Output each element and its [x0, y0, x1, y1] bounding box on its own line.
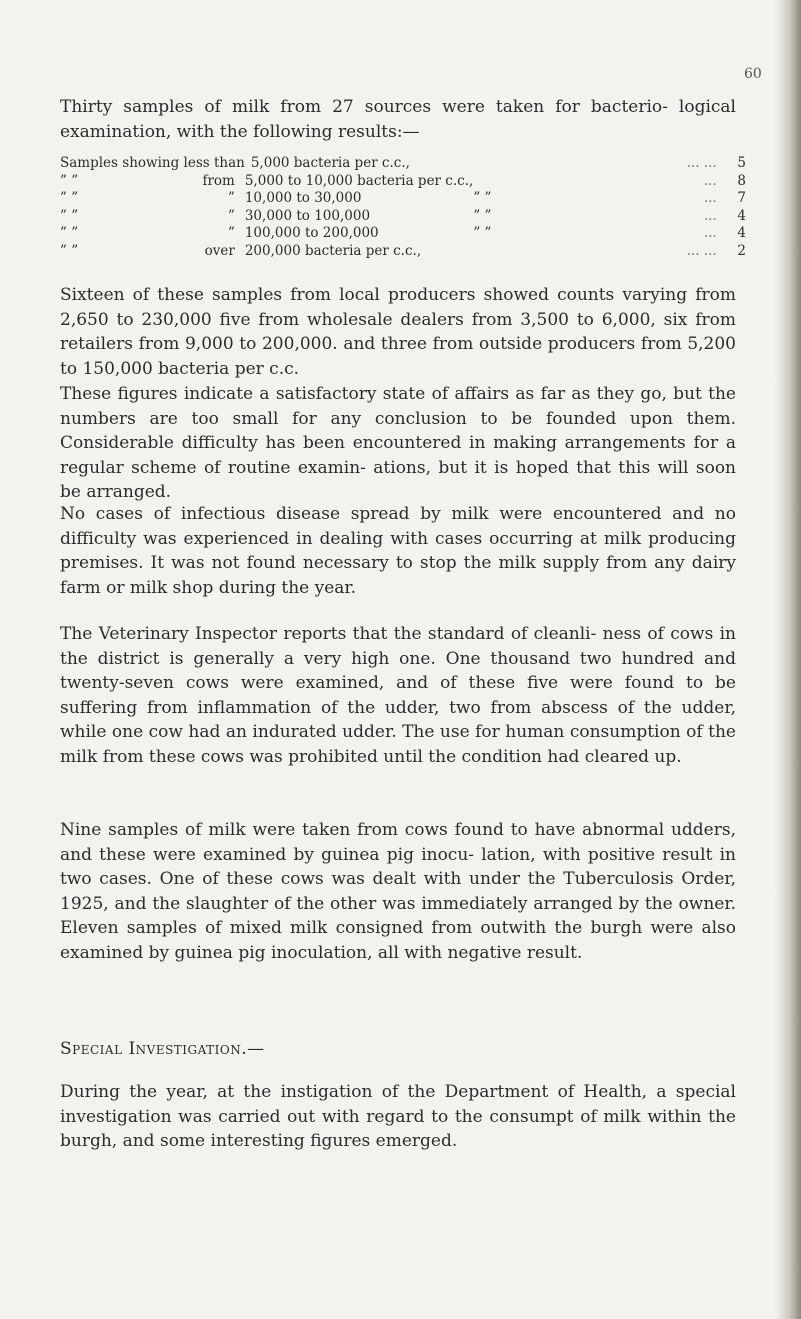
- samples-range-cell: 30,000 to 100,000: [244, 207, 371, 224]
- samples-range-cell: 100,000 to 200,000: [244, 225, 379, 241]
- samples-range-cell: 10,000 to 30,000: [244, 190, 362, 206]
- samples-dots-cell: ... ...: [686, 242, 717, 259]
- samples-lead-cell: ” ”: [60, 225, 79, 241]
- samples-dots-cell: ...: [703, 225, 717, 241]
- samples-lead-cell: Samples showing less than: [60, 155, 245, 171]
- samples-count-cell: 8: [737, 172, 746, 189]
- paragraph-veterinary: The Veterinary Inspector reports that the standard of cleanli- ness of cows in the district is generally a very high one. One thousand two hundred and twenty-seven cows were examined, and of these five were found to be suffering from inflammation of the udder, two from abscess of the udder, while one cow had an indurated udder. The use for human consumption of the milk from these cows was prohibited until the condition had cleared up.: [60, 624, 736, 767]
- samples-dots-cell: ... ...: [686, 155, 717, 171]
- samples-word-cell: ”: [227, 207, 235, 224]
- paragraph-investigation: During the year, at the instigation of the Department of Health, a special investigation was carried out with regard to the consumpt of milk within the burgh, and some interesting figures emerged.: [60, 1082, 736, 1151]
- samples-lead-cell: ” ”: [60, 207, 79, 224]
- section-heading: Special Investigation.—: [60, 1039, 265, 1059]
- samples-unit-cell: [473, 155, 503, 173]
- samples-unit-cell: ” ”: [473, 207, 492, 224]
- samples-word-cell: from: [202, 172, 235, 189]
- samples-range-cell: 5,000 bacteria per c.c.,: [250, 155, 410, 171]
- samples-count-cell: 7: [737, 190, 746, 206]
- samples-count-cell: 5: [737, 155, 746, 171]
- samples-lead-cell: ” ”: [60, 190, 79, 206]
- samples-row: [60, 173, 746, 191]
- samples-row: [60, 208, 746, 226]
- samples-lead-cell: ” ”: [60, 242, 79, 259]
- samples-row: [60, 225, 746, 243]
- samples-unit-cell: [473, 243, 503, 261]
- paragraph-guinea-pig: Nine samples of milk were taken from cows found to have abnormal udders, and these were examined by guinea pig inocu- lation, with positive result in two cases. One of these cows was dealt with under the Tuberculosis Order, 1925, and the slaughter of the other was immediately arranged by the owner. Eleven samples of mixed milk consigned from outwith the burgh were also examined by guinea pig inoculation, all with negative result.: [60, 820, 736, 963]
- samples-count-cell: 2: [737, 242, 746, 259]
- samples-unit-cell: [473, 173, 503, 191]
- paragraph-figures: These figures indicate a satisfactory state of affairs as far as they go, but the numbers are too small for any conclusion to be founded upon them. Considerable difficulty has been encountered in making arrangements for a regular scheme of routine examin- ations, but it is hoped that this will soon be arranged.: [60, 384, 736, 502]
- samples-dots-cell: ...: [703, 207, 717, 224]
- samples-word-cell: ”: [227, 225, 235, 241]
- samples-range-cell: 5,000 to 10,000 bacteria per c.c.,: [244, 172, 474, 189]
- samples-word-cell: ”: [227, 190, 235, 206]
- samples-row: [60, 155, 746, 173]
- samples-row: [60, 243, 746, 261]
- samples-dots-cell: ...: [703, 172, 717, 189]
- page-number: 60: [744, 66, 762, 82]
- samples-row: [60, 190, 746, 208]
- paragraph-producers: Sixteen of these samples from local producers showed counts varying from 2,650 to 230,000 five from wholesale dealers from 3,500 to 6,000, six from retailers from 9,000 to 200,000. and three from outside producers from 5,200 to 150,000 bacteria per c.c.: [60, 285, 736, 379]
- page-edge-shadow: [775, 0, 801, 1319]
- paragraph-infectious: No cases of infectious disease spread by milk were encountered and no difficulty was experienced in dealing with cases occurring at milk producing premises. It was not found necessary to stop the milk supply from any dairy farm or milk shop during the year.: [60, 504, 736, 598]
- samples-word-cell: over: [204, 242, 235, 259]
- samples-unit-cell: ” ”: [473, 190, 492, 206]
- samples-unit-cell: ” ”: [473, 225, 492, 241]
- intro-paragraph: Thirty samples of milk from 27 sources were taken for bacterio- logical examination, with the following results:—: [60, 97, 736, 142]
- samples-dots-cell: ...: [703, 190, 717, 206]
- samples-count-cell: 4: [737, 225, 746, 241]
- samples-table: [60, 155, 746, 260]
- samples-lead-cell: ” ”: [60, 172, 79, 189]
- samples-count-cell: 4: [737, 207, 746, 224]
- samples-range-cell: 200,000 bacteria per c.c.,: [244, 242, 422, 259]
